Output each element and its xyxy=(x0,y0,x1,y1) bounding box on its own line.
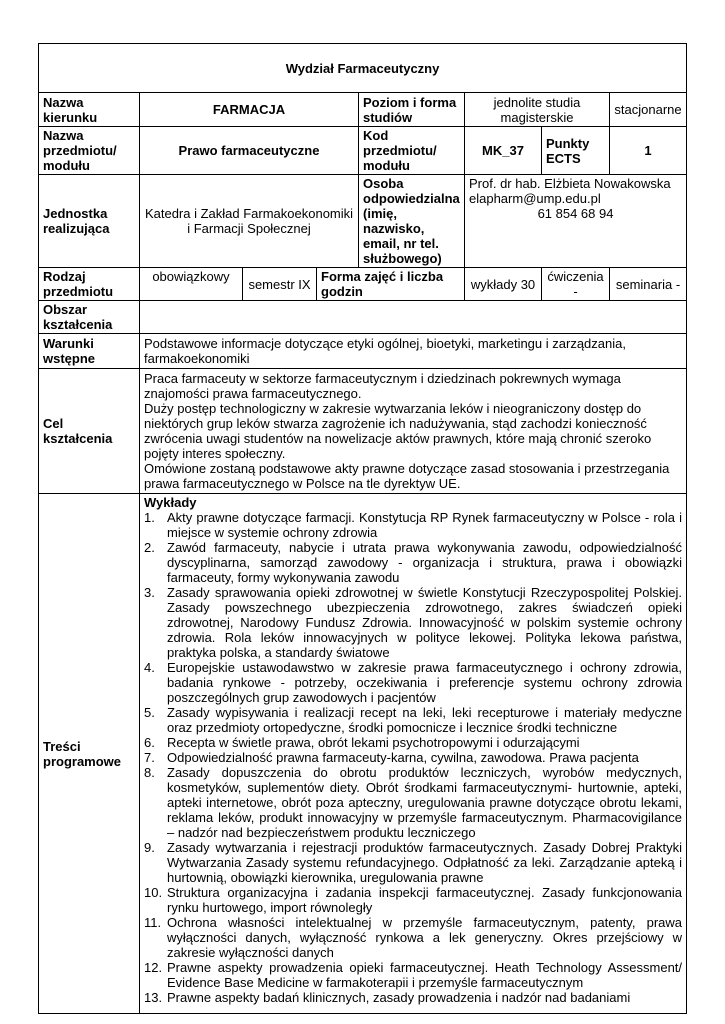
list-item xyxy=(144,915,682,960)
item-number: 7. xyxy=(144,750,155,765)
level-value: jednolite studia magisterskie xyxy=(465,93,610,127)
item-text: Akty prawne dotyczące farmacji. Konstytucja RP Rynek farmaceutyczny w Polsce - rola i miejsce w systemie ochrony zdrowia xyxy=(167,510,683,540)
item-text: Europejskie ustawodawstwo w zakresie prawa farmaceutycznego i ochrony zdrowia, badania rynkowe - potrzeby, oczekiwania i preferencje systemu ochrony zdrowia poszczególnych grup zawodowych i pacjentów xyxy=(167,660,683,705)
objective-label: Cel kształcenia xyxy=(39,369,140,494)
course-type-label: Rodzaj przedmiotu xyxy=(39,268,140,301)
list-item xyxy=(144,705,682,735)
lectures-heading: Wykłady xyxy=(144,495,197,510)
objective-paragraph: Omówione zostaną podstawowe akty prawne dotyczące zasad stosowania i przestrzegania prawa farmaceutycznego w Polsce na tle dyrektyw UE. xyxy=(144,461,670,491)
list-item xyxy=(144,540,682,585)
course-code-value: MK_37 xyxy=(465,127,542,175)
list-item xyxy=(144,840,682,885)
item-number: 4. xyxy=(144,660,155,675)
syllabus-table xyxy=(38,43,687,1014)
course-type-value: obowiązkowy xyxy=(140,268,243,301)
course-value: Prawo farmaceutyczne xyxy=(140,127,359,175)
faculty-title: Wydział Farmaceutyczny xyxy=(39,44,687,93)
list-item xyxy=(144,750,682,765)
item-text: Ochrona własności intelektualnej w przemyśle farmaceutycznym, patenty, prawa wyłączności danych, wyłączność rynkowa a lek generyczny. Okres przejściowy w zakresie wyłączności danych xyxy=(167,915,683,960)
semester-value: semestr IX xyxy=(243,268,317,301)
item-number: 10. xyxy=(144,885,163,900)
item-text: Zasady wypisywania i realizacji recept na leki, leki recepturowe i materiały medyczne oraz przedmioty ortopedyczne, środki pomocnicze i lecznice środki techniczne xyxy=(167,705,683,735)
ects-value: 1 xyxy=(610,127,687,175)
item-number: 6. xyxy=(144,735,155,750)
item-number: 8. xyxy=(144,765,155,780)
list-item xyxy=(144,885,682,915)
list-item xyxy=(144,660,682,705)
exercises-hours: ćwiczenia - xyxy=(542,268,610,301)
list-item xyxy=(144,510,682,540)
program-content xyxy=(140,494,687,1014)
ects-label: Punkty ECTS xyxy=(542,127,610,175)
responsible-person-cell xyxy=(465,175,687,268)
item-text: Prawne aspekty badań klinicznych, zasady prowadzenia i nadzór nad badaniami xyxy=(167,990,631,1005)
objective-text xyxy=(140,369,687,494)
level-label: Poziom i forma studiów xyxy=(359,93,465,127)
item-text: Zasady dopuszczenia do obrotu produktów leczniczych, wyrobów medycznych, kosmetyków, suplementów diety. Obrót środkami farmaceutycznymi- hurtownie, apteki, apteki internetowe, obrót poza apteczny, uregulowania prawne dotyczące obrotu lekami, reklama leków, produkt innowacyjny w przemyśle farmaceutycznym. Pharmacovigilance – nadzór nad bezpieczeństwem produktu leczniczego xyxy=(167,765,683,840)
lectures-hours: wykłady 30 xyxy=(465,268,542,301)
responsible-person-name: Prof. dr hab. Elżbieta Nowakowska xyxy=(469,176,671,191)
item-number: 1. xyxy=(144,510,155,525)
unit-label: Jednostka realizująca xyxy=(39,175,140,268)
item-text: Struktura organizacyjna i zadania inspekcji farmaceutycznej. Zasady funkcjonowania rynku hurtowego, import równoległy xyxy=(167,885,683,915)
study-form-value: stacjonarne xyxy=(610,93,687,127)
item-number: 3. xyxy=(144,585,155,600)
item-number: 2. xyxy=(144,540,155,555)
education-area-label: Obszar kształcenia xyxy=(39,301,140,334)
responsible-person-label: Osoba odpowiedzialna (imię, nazwisko, email, nr tel. służbowego) xyxy=(359,175,465,268)
course-code-label: Kod przedmiotu/ modułu xyxy=(359,127,465,175)
item-number: 5. xyxy=(144,705,155,720)
prerequisites-label: Warunki wstępne xyxy=(39,334,140,369)
item-text: Zasady wytwarzania i rejestracji produktów farmaceutycznych. Zasady Dobrej Praktyki Wytwarzania Zasady systemu refundacyjnego. Odpłatność za leki. Zarządzanie apteką i hurtownią, obowiązki kierownika, uregulowania prawne xyxy=(167,840,683,885)
item-text: Recepta w świetle prawa, obrót lekami psychotropowymi i odurzającymi xyxy=(167,735,580,750)
prerequisites-value: Podstawowe informacje dotyczące etyki ogólnej, bioetyki, marketingu i zarządzania, farmakoekonomiki xyxy=(140,334,687,369)
list-item xyxy=(144,765,682,840)
item-text: Zawód farmaceuty, nabycie i utrata prawa wykonywania zawodu, odpowiedzialność dyscyplinarna, samorząd zawodowy - organizacja i struktura, prawa i obowiązki farmaceuty, formy wykonywania zawodu xyxy=(167,540,683,585)
class-forms-label: Forma zajęć i liczba godzin xyxy=(317,268,465,301)
program-label: Nazwa kierunku xyxy=(39,93,140,127)
item-number: 12. xyxy=(144,960,163,975)
program-content-label: Treści programowe xyxy=(39,494,140,1014)
list-item xyxy=(144,960,682,990)
item-number: 11. xyxy=(144,915,162,930)
responsible-person-phone: 61 854 68 94 xyxy=(537,206,614,221)
item-text: Odpowiedzialność prawna farmaceuty-karna, cywilna, zawodowa. Prawa pacjenta xyxy=(167,750,639,765)
lecture-list xyxy=(144,510,682,1005)
education-area-value xyxy=(140,301,687,334)
objective-paragraph: Duży postęp technologiczny w zakresie wytwarzania leków i nieograniczony dostęp do niektórych grup leków stwarza zagrożenie ich nadużywania, stąd zachodzi konieczność zwrócenia uwagi studentów na nowelizacje aktów prawnych, które mają chronić szeroko pojęty interes społeczny. xyxy=(144,401,652,461)
unit-value: Katedra i Zakład Farmakoekonomiki i Farmacji Społecznej xyxy=(140,175,359,268)
objective-paragraph: Praca farmaceuty w sektorze farmaceutycznym i dziedzinach pokrewnych wymaga znajomości prawa farmaceutycznego. xyxy=(144,371,621,401)
program-value: FARMACJA xyxy=(140,93,359,127)
item-number: 9. xyxy=(144,840,155,855)
list-item xyxy=(144,585,682,660)
list-item xyxy=(144,990,682,1005)
list-item xyxy=(144,735,682,750)
course-label: Nazwa przedmiotu/ modułu xyxy=(39,127,140,175)
item-text: Zasady sprawowania opieki zdrowotnej w świetle Konstytucji Rzeczypospolitej Polskiej. Zasady powszechnego ubezpieczenia zdrowotnego, zakres świadczeń opieki zdrowotnej, Narodowy Fundusz Zdrowia. Innowacyjność w polskim systemie ochrony zdrowia. Rola leków innowacyjnych w polityce lekowej. Polityka lekowa państwa, praktyka polska, a standardy światowe xyxy=(167,585,683,660)
responsible-person-email: elapharm@ump.edu.pl xyxy=(469,191,601,206)
seminars-hours: seminaria - xyxy=(610,268,687,301)
item-number: 13. xyxy=(144,990,163,1005)
item-text: Prawne aspekty prowadzenia opieki farmaceutycznej. Heath Technology Assessment/ Evidence Base Medicine w farmakoterapii i przemyśle farmaceutycznym xyxy=(167,960,683,990)
